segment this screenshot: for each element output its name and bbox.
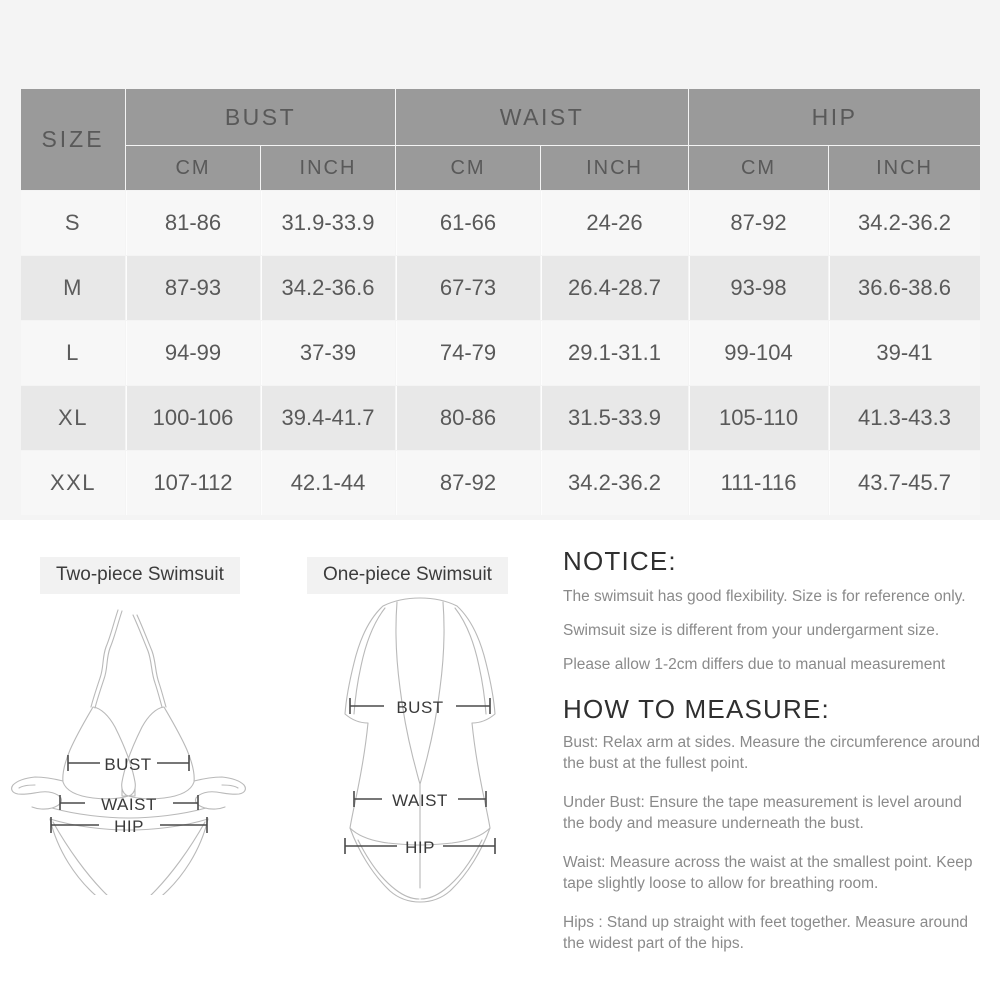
- measure-paragraph-waist: Waist: Measure across the waist at the smallest point. Keep tape slightly loose to allow for breathing room.: [563, 853, 973, 892]
- measure-paragraph-hips: Hips : Stand up straight with feet together. Measure around the widest part of the hips.: [563, 913, 968, 952]
- cell-waist-inch: 26.4-28.7: [541, 256, 689, 321]
- one-piece-waist-label: WAIST: [392, 791, 448, 810]
- header-group-waist: WAIST: [396, 89, 689, 146]
- cell-size: L: [21, 321, 126, 386]
- two-piece-bust-dimension: [68, 755, 189, 774]
- header-unit-waist-inch: INCH: [541, 146, 689, 191]
- one-piece-svg: [300, 588, 540, 908]
- cell-hip-cm: 99-104: [689, 321, 829, 386]
- table-row: [21, 321, 981, 386]
- bikini-left-tie-inner-icon: [19, 785, 35, 788]
- notice-line: Swimsuit size is different from your undergarment size.: [563, 622, 940, 640]
- cell-waist-cm: 87-92: [396, 451, 541, 516]
- cell-hip-cm: 111-116: [689, 451, 829, 516]
- cell-size: XL: [21, 386, 126, 451]
- cell-hip-inch: 34.2-36.2: [829, 191, 981, 256]
- cell-hip-cm: 105-110: [689, 386, 829, 451]
- one-piece-label: One-piece Swimsuit: [307, 557, 508, 594]
- cell-hip-inch: 36.6-38.6: [829, 256, 981, 321]
- measure-paragraph-under-bust: Under Bust: Ensure the tape measurement is level around the body and measure underneath the bust.: [563, 793, 962, 832]
- header-unit-hip-cm: CM: [689, 146, 829, 191]
- two-piece-label: Two-piece Swimsuit: [40, 557, 240, 594]
- one-piece-neckline-left-icon: [396, 602, 420, 784]
- header-unit-waist-cm: CM: [396, 146, 541, 191]
- notice-line: The swimsuit has good flexibility. Size is for reference only.: [563, 588, 966, 606]
- cell-waist-cm: 74-79: [396, 321, 541, 386]
- cell-bust-cm: 81-86: [126, 191, 261, 256]
- two-piece-hip-label: HIP: [114, 817, 144, 836]
- cell-hip-inch: 41.3-43.3: [829, 386, 981, 451]
- table-row: [21, 256, 981, 321]
- cell-bust-inch: 42.1-44: [261, 451, 396, 516]
- cell-waist-inch: 34.2-36.2: [541, 451, 689, 516]
- one-piece-bust-dimension: [350, 698, 490, 717]
- cell-waist-inch: 29.1-31.1: [541, 321, 689, 386]
- two-piece-svg: [5, 595, 285, 895]
- bikini-bottom-left-leg-icon: [53, 822, 121, 895]
- cell-hip-cm: 93-98: [689, 256, 829, 321]
- table-row: [21, 451, 981, 516]
- bikini-right-tie-icon: [194, 777, 245, 809]
- cell-bust-cm: 107-112: [126, 451, 261, 516]
- header-group-bust: BUST: [126, 89, 396, 146]
- cell-waist-cm: 80-86: [396, 386, 541, 451]
- cell-size: XXL: [21, 451, 126, 516]
- bikini-straps-icon: [91, 610, 166, 708]
- size-table-container: [20, 88, 980, 516]
- header-size: SIZE: [21, 89, 126, 191]
- one-piece-neckline-right-icon: [420, 602, 444, 784]
- cell-hip-cm: 87-92: [689, 191, 829, 256]
- bikini-right-tie-inner-icon: [222, 785, 238, 788]
- bikini-bottom-right-leg-icon: [137, 822, 205, 895]
- cell-hip-inch: 39-41: [829, 321, 981, 386]
- cell-bust-inch: 39.4-41.7: [261, 386, 396, 451]
- header-unit-bust-cm: CM: [126, 146, 261, 191]
- lower-panel: [0, 520, 1000, 1000]
- cell-waist-cm: 61-66: [396, 191, 541, 256]
- bikini-right-cup-icon: [122, 707, 195, 799]
- table-row: [21, 386, 981, 451]
- cell-hip-inch: 43.7-45.7: [829, 451, 981, 516]
- cell-bust-inch: 37-39: [261, 321, 396, 386]
- cell-waist-inch: 24-26: [541, 191, 689, 256]
- cell-size: M: [21, 256, 126, 321]
- one-piece-waist-dimension: [354, 791, 486, 810]
- header-unit-hip-inch: INCH: [829, 146, 981, 191]
- one-piece-diagram: [300, 588, 540, 913]
- notice-line: Please allow 1-2cm differs due to manual measurement: [563, 656, 946, 674]
- notice-heading: NOTICE:: [563, 546, 677, 576]
- two-piece-waist-label: WAIST: [101, 795, 157, 814]
- size-table: [20, 88, 981, 516]
- cell-bust-cm: 100-106: [126, 386, 261, 451]
- bikini-left-cup-icon: [63, 707, 136, 799]
- header-group-hip: HIP: [689, 89, 981, 146]
- one-piece-hip-label: HIP: [405, 838, 435, 857]
- cell-bust-cm: 87-93: [126, 256, 261, 321]
- cell-waist-inch: 31.5-33.9: [541, 386, 689, 451]
- two-piece-waist-dimension: [60, 795, 198, 814]
- one-piece-bust-label: BUST: [396, 698, 444, 717]
- table-row: [21, 191, 981, 256]
- one-piece-hip-dimension: [345, 838, 495, 857]
- cell-waist-cm: 67-73: [396, 256, 541, 321]
- how-to-measure-heading: HOW TO MEASURE:: [563, 693, 830, 724]
- cell-bust-inch: 34.2-36.6: [261, 256, 396, 321]
- two-piece-hip-dimension: [51, 817, 207, 836]
- table-header: [21, 89, 981, 191]
- two-piece-diagram: [5, 595, 285, 900]
- header-row-groups: [21, 89, 981, 146]
- two-piece-bust-label: BUST: [104, 755, 152, 774]
- cell-size: S: [21, 191, 126, 256]
- table-body: [21, 191, 981, 516]
- cell-bust-inch: 31.9-33.9: [261, 191, 396, 256]
- header-unit-bust-inch: INCH: [261, 146, 396, 191]
- cell-bust-cm: 94-99: [126, 321, 261, 386]
- info-text-column: [563, 546, 983, 973]
- bikini-left-tie-icon: [12, 777, 63, 809]
- measure-paragraph-bust: Bust: Relax arm at sides. Measure the circumference around the bust at the fullest point.: [563, 734, 980, 773]
- header-row-units: [21, 146, 981, 191]
